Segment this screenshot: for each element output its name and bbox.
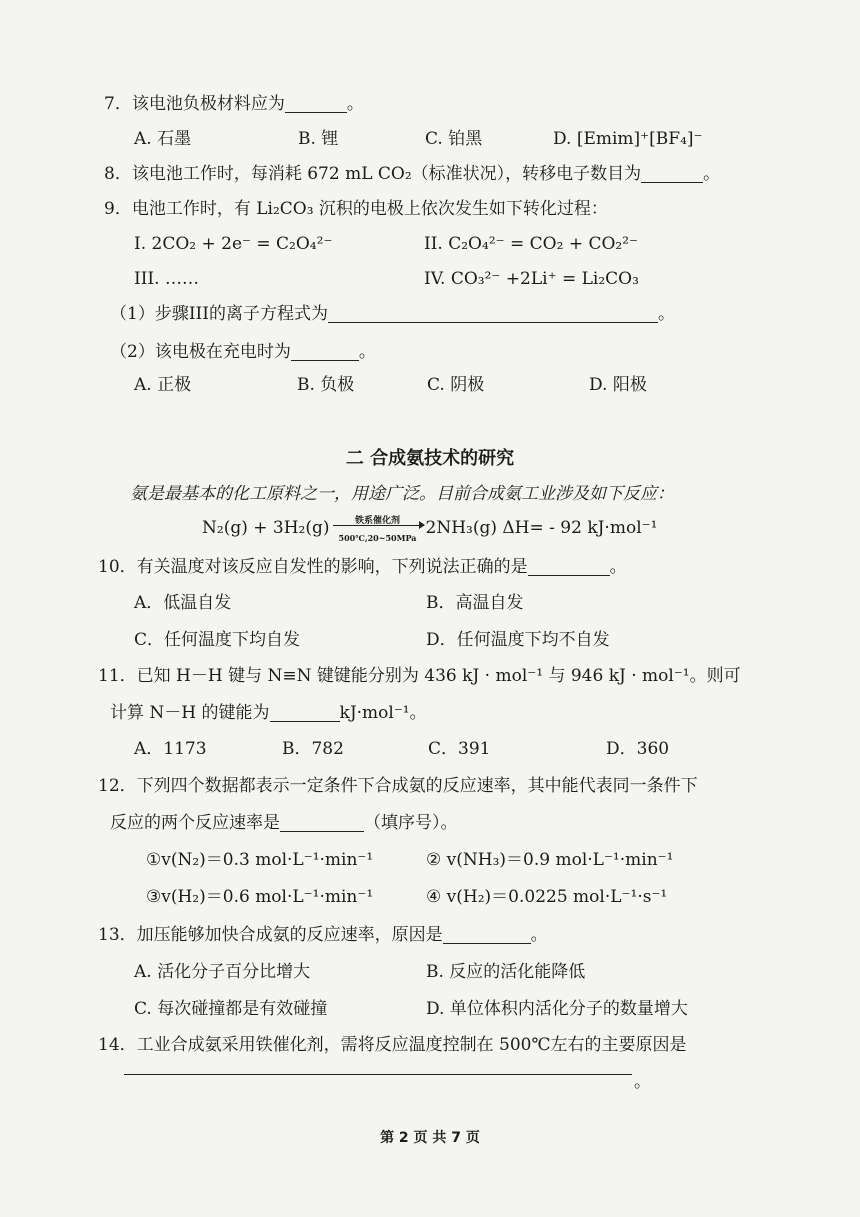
q11-option-c[interactable]: C．391 <box>428 739 491 759</box>
question-8-end: 。 <box>703 164 721 184</box>
q9-step-3: III. …… <box>134 269 199 289</box>
equation-right: 2NH₃(g) ΔH= - 92 kJ·mol⁻¹ <box>425 518 658 538</box>
q13-option-a[interactable]: A. 活化分子百分比增大 <box>134 962 311 982</box>
q11-line2-pre: 计算 N－H 的键能为 <box>110 703 270 723</box>
answer-blank-9-2[interactable] <box>291 342 359 361</box>
page-footer: 第 2 页 共 7 页 <box>380 1130 480 1146</box>
q9-sub1-end: 。 <box>657 304 675 324</box>
reaction-arrow <box>333 513 423 543</box>
question-13 <box>98 923 548 947</box>
question-11-line2 <box>110 701 427 725</box>
question-14-stem: 14．工业合成氨采用铁催化剂，需将反应温度控制在 500℃左右的主要原因是 <box>98 1035 687 1055</box>
condition-label: 500℃,20~50MPa <box>338 533 417 543</box>
q7-option-a[interactable]: A. 石墨 <box>134 129 192 149</box>
q9-option-d[interactable]: D. 阳极 <box>589 375 647 395</box>
question-8 <box>104 162 720 186</box>
q12-line2-pre: 反应的两个反应速率是 <box>110 813 280 833</box>
q7-option-d[interactable]: D. [Emim]⁺[BF₄]⁻ <box>553 129 703 149</box>
reaction-equation <box>202 513 658 543</box>
section-title: 二 合成氨技术的研究 <box>345 448 515 469</box>
question-7-stem: 7．该电池负极材料应为 <box>104 94 285 114</box>
question-13-stem: 13．加压能够加快合成氨的反应速率，原因是 <box>98 925 443 945</box>
answer-blank-12[interactable] <box>280 813 364 832</box>
question-9-stem: 9．电池工作时，有 Li₂CO₃ 沉积的电极上依次发生如下转化过程： <box>104 199 608 219</box>
q7-option-c[interactable]: C. 铂黑 <box>425 129 483 149</box>
question-13-end: 。 <box>530 925 548 945</box>
q9-sub2-end: 。 <box>358 342 376 362</box>
catalyst-label: 铁系催化剂 <box>354 516 400 526</box>
q12-line2-post: （填序号）。 <box>364 813 458 833</box>
question-12-line2 <box>110 811 458 835</box>
q10-option-c[interactable]: C．任何温度下均自发 <box>134 630 301 650</box>
q9-sub1-text: （1）步骤III的离子方程式为 <box>110 304 328 324</box>
answer-blank-7[interactable] <box>285 94 347 113</box>
question-10-end: 。 <box>609 557 627 577</box>
answer-blank-10[interactable] <box>528 557 610 576</box>
q9-step-2: II. C₂O₄²⁻ = CO₂ + CO₂²⁻ <box>424 234 639 254</box>
question-10 <box>98 555 627 579</box>
equation-left: N₂(g) + 3H₂(g) <box>202 518 330 538</box>
q7-option-b[interactable]: B. 锂 <box>298 129 339 149</box>
question-9-sub1 <box>110 302 675 326</box>
question-7-end: 。 <box>346 94 364 114</box>
q13-option-c[interactable]: C. 每次碰撞都是有效碰撞 <box>134 999 328 1019</box>
q9-option-b[interactable]: B. 负极 <box>297 375 355 395</box>
question-7 <box>104 92 364 116</box>
q12-item-1: ①v(N₂)＝0.3 mol·L⁻¹·min⁻¹ <box>146 850 374 870</box>
question-11-line1: 11．已知 H－H 键与 N≡N 键键能分别为 436 kJ · mol⁻¹ 与 946 kJ · mol⁻¹。则可 <box>98 666 741 686</box>
answer-blank-14[interactable] <box>124 1074 632 1075</box>
q12-item-2: ② v(NH₃)＝0.9 mol·L⁻¹·min⁻¹ <box>426 850 674 870</box>
q10-option-b[interactable]: B．高温自发 <box>426 593 524 613</box>
question-14-end: 。 <box>634 1072 651 1092</box>
q11-line2-post: kJ·mol⁻¹。 <box>339 703 427 723</box>
q11-option-a[interactable]: A．1173 <box>134 739 207 759</box>
answer-blank-9-1[interactable] <box>328 304 658 323</box>
q12-item-4: ④ v(H₂)＝0.0225 mol·L⁻¹·s⁻¹ <box>426 887 668 907</box>
q13-option-d[interactable]: D. 单位体积内活化分子的数量增大 <box>426 999 688 1019</box>
question-12-line1: 12．下列四个数据都表示一定条件下合成氨的反应速率，其中能代表同一条件下 <box>98 776 698 796</box>
section-intro: 氨是最基本的化工原料之一，用途广泛。目前合成氨工业涉及如下反应： <box>130 484 674 504</box>
q9-step-1: I. 2CO₂ + 2e⁻ = C₂O₄²⁻ <box>134 234 333 254</box>
answer-blank-13[interactable] <box>443 925 531 944</box>
q9-option-a[interactable]: A. 正极 <box>134 375 192 395</box>
q11-option-b[interactable]: B．782 <box>282 739 344 759</box>
answer-blank-11[interactable] <box>270 703 340 722</box>
q12-item-3: ③v(H₂)＝0.6 mol·L⁻¹·min⁻¹ <box>146 887 374 907</box>
question-8-stem: 8．该电池工作时，每消耗 672 mL CO₂（标准状况），转移电子数目为 <box>104 164 642 184</box>
q13-option-b[interactable]: B. 反应的活化能降低 <box>426 962 586 982</box>
q10-option-d[interactable]: D．任何温度下均不自发 <box>426 630 610 650</box>
q9-sub2-text: （2）该电极在充电时为 <box>110 342 291 362</box>
q9-option-c[interactable]: C. 阴极 <box>427 375 485 395</box>
q11-option-d[interactable]: D．360 <box>606 739 670 759</box>
question-10-stem: 10．有关温度对该反应自发性的影响，下列说法正确的是 <box>98 557 528 577</box>
answer-blank-8[interactable] <box>641 164 703 183</box>
q9-step-4: IV. CO₃²⁻ +2Li⁺ = Li₂CO₃ <box>424 269 639 289</box>
q10-option-a[interactable]: A．低温自发 <box>134 593 232 613</box>
question-9-sub2 <box>110 340 376 364</box>
